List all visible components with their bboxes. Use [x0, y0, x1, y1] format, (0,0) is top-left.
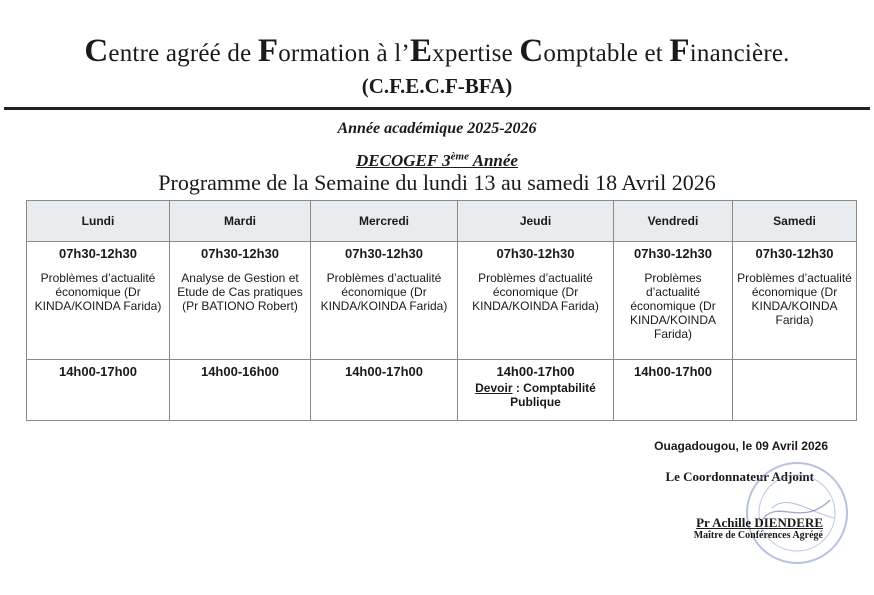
header-divider	[4, 107, 870, 110]
acronym: (C.F.E.C.F-BFA)	[361, 74, 513, 98]
course-text: Problèmes d’actualité économique (Dr KINDA/KOINDA Farida)	[737, 271, 852, 327]
title-part: Financière.	[669, 33, 790, 69]
signer-rank: Maître de Conférences Agrégé	[693, 530, 823, 541]
time-slot: 07h30-12h30	[344, 246, 424, 261]
afternoon-row	[27, 360, 857, 421]
title-part: Centre agréé de	[84, 33, 258, 69]
morning-cell	[614, 242, 733, 360]
title-part: Formation à l’	[257, 33, 410, 69]
time-slot: 07h30-12h30	[58, 246, 138, 261]
program-suffix: Année	[469, 150, 518, 170]
day-header: Jeudi	[458, 201, 614, 242]
title-part: Comptable et	[519, 33, 670, 69]
course-text: Problèmes d’actualité économique (Dr KINDA/KOINDA Farida)	[472, 271, 599, 313]
program-level	[0, 150, 874, 171]
signer-name: Pr Achille DIENDERE	[696, 515, 823, 530]
afternoon-cell	[27, 360, 170, 421]
program-name: DECOGEF 3	[356, 150, 451, 170]
devoir-note	[460, 381, 611, 409]
day-header: Samedi	[733, 201, 857, 242]
time-slot: 14h00-17h00	[344, 364, 424, 379]
time-slot: 14h00-16h00	[200, 364, 280, 379]
morning-cell	[27, 242, 170, 360]
morning-row	[27, 242, 857, 360]
time-slot: 07h30-12h30	[633, 246, 713, 261]
devoir-label: Devoir	[475, 381, 513, 395]
morning-cell	[458, 242, 614, 360]
coordinator-role: Le Coordonnateur Adjoint	[665, 469, 814, 484]
schedule-table	[26, 200, 857, 421]
day-header-row	[27, 201, 857, 242]
academic-year: Année académique 2025-2026	[337, 120, 537, 137]
week-title: Programme de la Semaine du lundi 13 au samedi 18 Avril 2026	[158, 170, 716, 195]
afternoon-cell	[311, 360, 458, 421]
day-header: Lundi	[27, 201, 170, 242]
time-slot: 14h00-17h00	[633, 364, 713, 379]
afternoon-cell	[733, 360, 857, 421]
afternoon-cell	[458, 360, 614, 421]
day-header: Mercredi	[311, 201, 458, 242]
afternoon-cell	[614, 360, 733, 421]
time-slot: 07h30-12h30	[755, 246, 834, 261]
morning-cell	[733, 242, 857, 360]
devoir-text: : Comptabilité Publique	[510, 381, 596, 409]
program-sup: ème	[450, 150, 469, 162]
day-header: Vendredi	[614, 201, 733, 242]
title-part: Expertise	[409, 33, 520, 69]
time-slot: 07h30-12h30	[496, 246, 575, 261]
time-slot: 07h30-12h30	[200, 246, 280, 261]
morning-cell	[170, 242, 311, 360]
afternoon-cell	[170, 360, 311, 421]
course-text: Analyse de Gestion et Etude de Cas pratiques (Pr BATIONO Robert)	[177, 271, 303, 313]
morning-cell	[311, 242, 458, 360]
day-header: Mardi	[170, 201, 311, 242]
document-title	[0, 33, 874, 70]
official-stamp	[742, 458, 852, 568]
course-text: Problèmes d’actualité économique (Dr KINDA/KOINDA Farida)	[34, 271, 162, 313]
course-text: Problèmes d’actualité économique (Dr KINDA/KOINDA Farida)	[629, 271, 716, 341]
time-slot: 14h00-17h00	[496, 364, 575, 379]
time-slot: 14h00-17h00	[58, 364, 138, 379]
course-text: Problèmes d’actualité économique (Dr KINDA/KOINDA Farida)	[320, 271, 448, 313]
place-date: Ouagadougou, le 09 Avril 2026	[654, 439, 828, 453]
